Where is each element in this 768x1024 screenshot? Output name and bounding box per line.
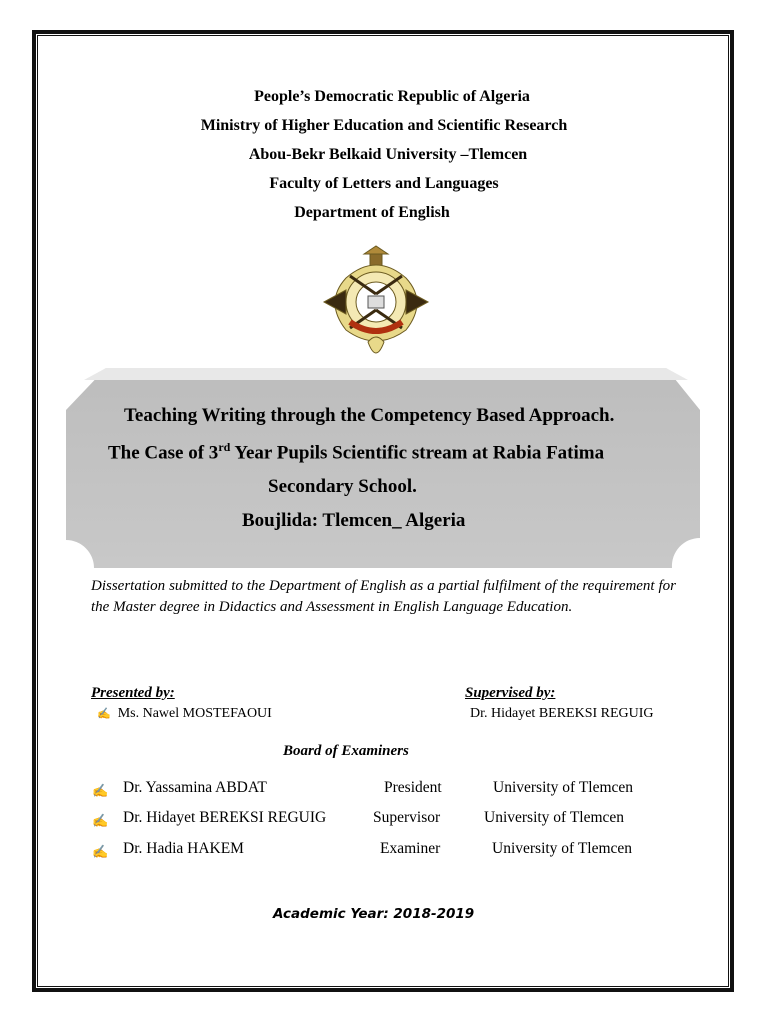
dissertation-statement: Dissertation submitted to the Department of English as a partial fulfilment of the requirement for the Master degree in Didactics and Assessment in English Language Education. xyxy=(91,578,676,615)
examiner-role: Supervisor xyxy=(373,809,441,826)
supervisor-name: Dr. Hidayet BEREKSI REGUIG xyxy=(470,706,654,721)
writing-hand-icon: ✍ xyxy=(92,844,109,859)
title-banner xyxy=(66,368,700,568)
writing-hand-icon: ✍ xyxy=(92,783,109,798)
writing-hand-icon: ✍ xyxy=(97,708,111,720)
examiner-institution: University of Tlemcen xyxy=(492,840,633,857)
presenter-name: Ms. Nawel MOSTEFAOUI xyxy=(117,706,272,721)
header-university: Abou-Bekr Belkaid University –Tlemcen xyxy=(248,146,528,163)
header-department: Department of English xyxy=(294,204,450,221)
examiner-role: Examiner xyxy=(380,840,441,857)
university-emblem xyxy=(316,244,436,366)
board-title: Board of Examiners xyxy=(283,743,409,759)
academic-year: Academic Year: 2018-2019 xyxy=(273,906,475,922)
title-line-4: Boujlida: Tlemcen_ Algeria xyxy=(242,510,466,531)
examiner-name: Dr. Yassamina ABDAT xyxy=(123,779,267,796)
header-country: People’s Democratic Republic of Algeria xyxy=(254,88,530,105)
header-faculty: Faculty of Letters and Languages xyxy=(269,175,499,192)
header-ministry: Ministry of Higher Education and Scientific Research xyxy=(200,117,568,134)
title-line-2-post: Year Pupils Scientific stream at Rabia Fatima xyxy=(230,442,605,464)
examiner-role: President xyxy=(384,779,442,796)
title-line-1: Teaching Writing through the Competency Based Approach. xyxy=(124,405,615,426)
title-line-2-pre: The Case of 3 xyxy=(108,442,219,464)
examiner-name: Dr. Hidayet BEREKSI REGUIG xyxy=(123,809,327,826)
writing-hand-icon: ✍ xyxy=(92,813,109,828)
title-ordinal-suffix: rd xyxy=(218,440,231,454)
title-line-3: Secondary School. xyxy=(268,476,417,497)
title-line-2 xyxy=(108,440,604,464)
examiner-institution: University of Tlemcen xyxy=(484,809,625,826)
supervised-by-label: Supervised by: xyxy=(465,685,556,701)
examiner-name: Dr. Hadia HAKEM xyxy=(123,840,244,857)
presented-by-label: Presented by: xyxy=(91,685,175,701)
presenter xyxy=(97,706,272,722)
examiner-institution: University of Tlemcen xyxy=(493,779,634,796)
